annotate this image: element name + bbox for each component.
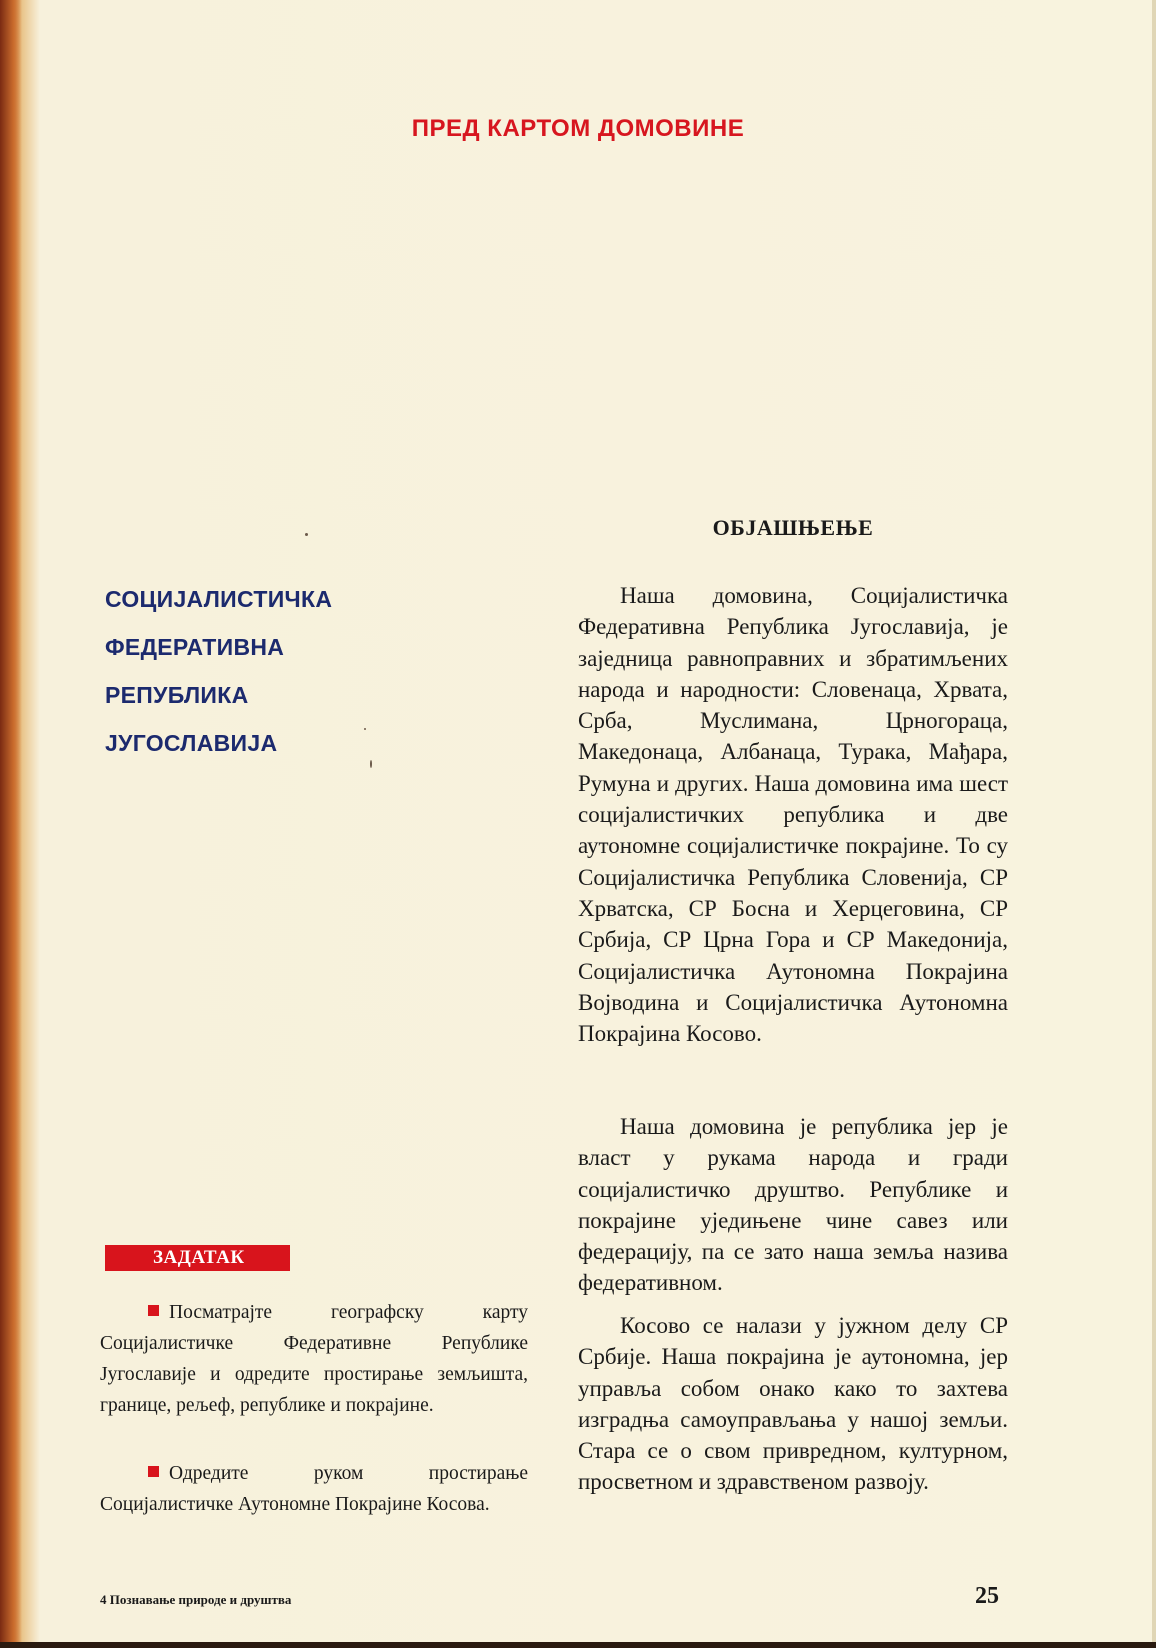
explanation-paragraph	[578, 1310, 1008, 1498]
paper-speck	[364, 728, 366, 730]
explanation-paragraph	[578, 1111, 1008, 1299]
country-name-line: РЕПУБЛИКА	[105, 682, 249, 708]
footer-note: 4 Познавање природе и друштва	[100, 1592, 292, 1607]
task-item	[100, 1297, 528, 1421]
paragraph-text: Наша домовина је република јер је власт у рукама народа и гради социјалистичко друштво. Републике и покрајине уједињене чине савез или федерацију, па се зато наша земља назива федеративном.	[578, 1114, 1008, 1296]
red-square-bullet-icon	[148, 1305, 159, 1316]
paragraph-text: Наша домовина, Социјалистичка Федеративна Република Југославија, је заједница равноправних и збратимљених народа и народности: Словенаца, Хрвата, Срба, Муслимана, Црногораца, Македонаца, Албанаца, Турака, Мађара, Румуна и других. Наша домовина има шест социјалистичких република и две аутономне социјалистичке покрајине. То су Социјалистичка Република Словенија, СР Хрватска, СР Босна и Херцеговина, СР Србија, СР Црна Гора и СР Македонија, Социјалистичка Аутономна Покрајина Војводина и Социјалистичка Аутономна Покрајина Косово.	[578, 583, 1008, 1047]
page-number: 25	[975, 1583, 999, 1609]
country-name-line: ЈУГОСЛАВИЈА	[105, 730, 278, 756]
task-label: ЗАДАТАК	[105, 1245, 290, 1271]
task-item	[100, 1458, 528, 1520]
page-edge	[1152, 0, 1156, 1648]
page-title: ПРЕД КАРТОМ ДОМОВИНЕ	[411, 115, 745, 142]
explanation-paragraph	[578, 580, 1008, 1049]
red-square-bullet-icon	[148, 1466, 159, 1477]
explanation-heading: ОБЈАШЊЕЊЕ	[712, 515, 874, 540]
task-item-text: Посматрајте географску карту Социјалистичке Федеративне Републике Југославије и одредите простирање земљишта, границе, рељеф, републике и покрајине.	[100, 1302, 528, 1416]
paper-speck	[370, 760, 372, 768]
page-bottom-edge	[0, 1642, 1156, 1648]
paper-speck	[305, 533, 308, 536]
country-name-block	[105, 575, 332, 767]
book-spine	[0, 0, 22, 1648]
task-item-text: Одредите руком простирање Социјалистичке Аутономне Покрајине Косова.	[100, 1463, 528, 1515]
paragraph-text: Косово се налази у јужном делу СР Србије. Наша покрајина је аутономна, јер управља собом онако како то захтева изградња самоуправљања у нашој земљи. Стара се о свом привредном, културном, просветном и здравственом развоју.	[578, 1313, 1008, 1495]
country-name-line: СОЦИЈАЛИСТИЧКА	[105, 586, 333, 612]
country-name-line: ФЕДЕРАТИВНА	[105, 634, 285, 660]
